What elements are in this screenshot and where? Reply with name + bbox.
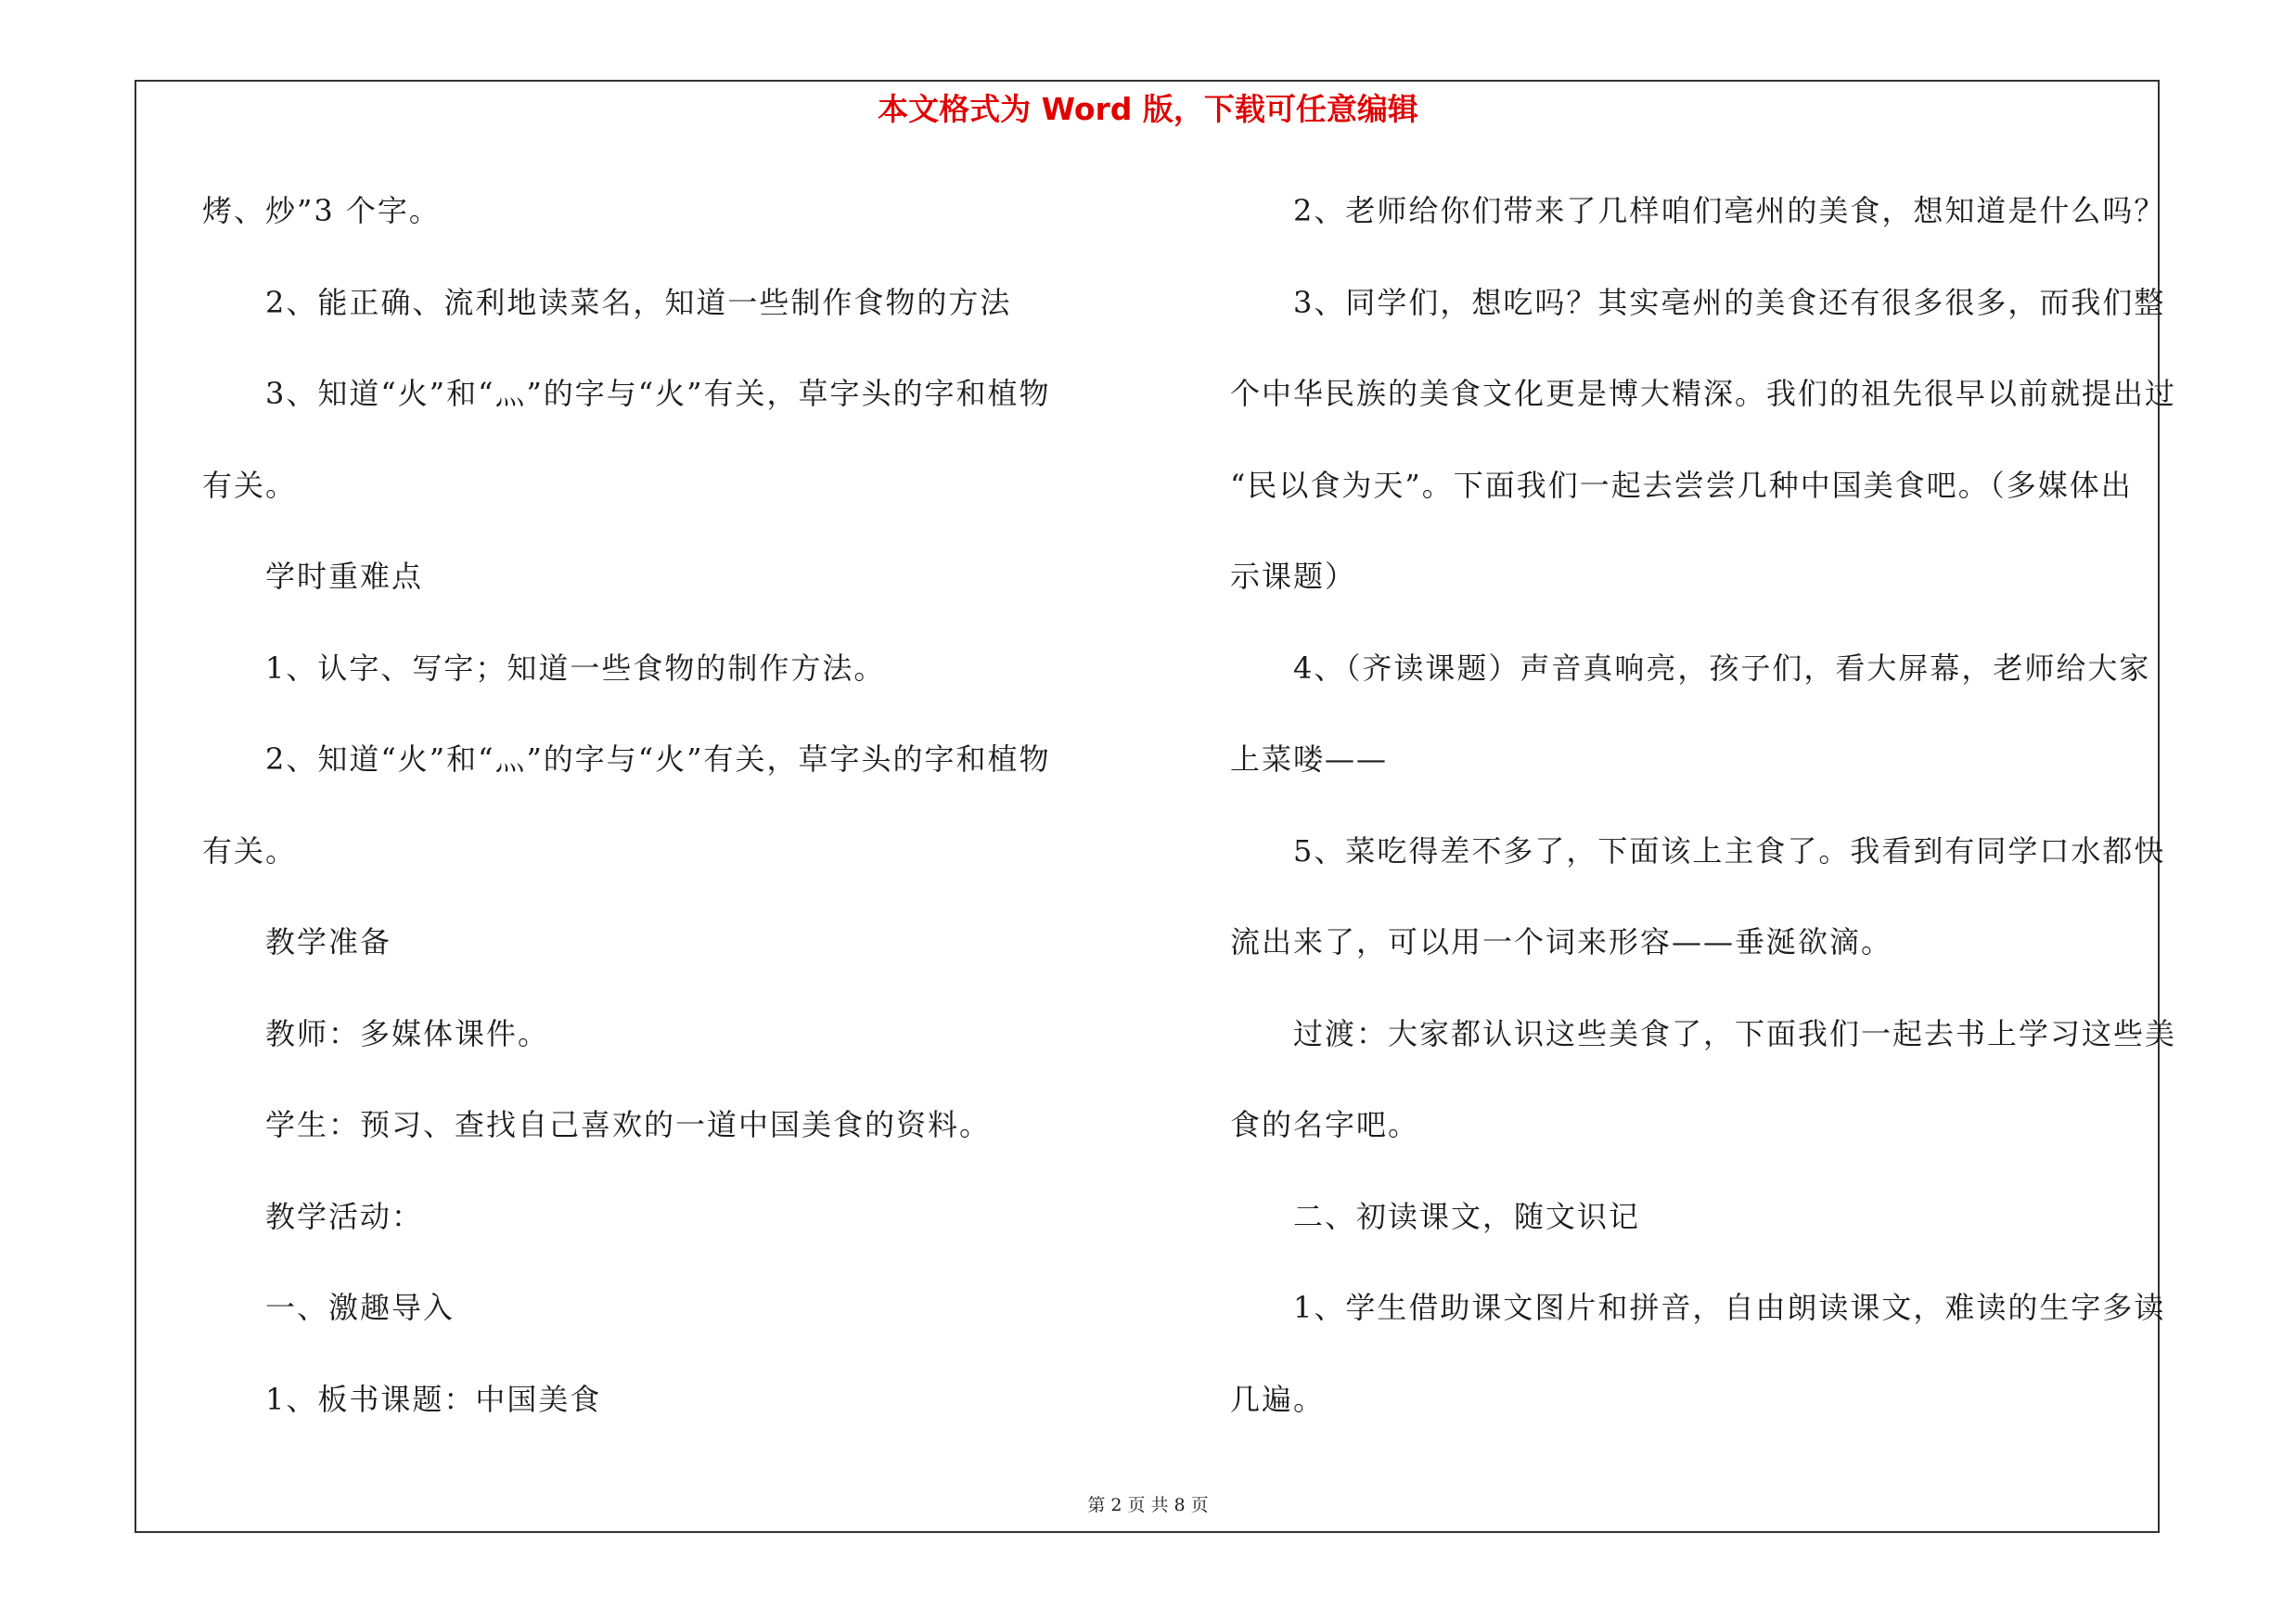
header-banner: 本文格式为 Word 版，下载可任意编辑 xyxy=(878,91,1418,127)
text-line: 学时重难点 xyxy=(265,559,424,594)
text-line: 1、板书课题：中国美食 xyxy=(265,1381,602,1417)
text-line: “民以食为天”。下面我们一起去尝尝几种中国美食吧。（多媒体出 xyxy=(1230,467,2133,503)
text-line: 教学准备 xyxy=(265,924,392,960)
text-line: 2、老师给你们带来了几样咱们亳州的美食，想知道是什么吗？ xyxy=(1293,193,2166,228)
text-line: 1、认字、写字；知道一些食物的制作方法。 xyxy=(265,650,886,686)
page-number-footer: 第 2 页 共 8 页 xyxy=(1087,1495,1209,1515)
text-line: 教学活动： xyxy=(265,1198,424,1234)
text-line: 4、（齐读课题）声音真响亮，孩子们，看大屏幕，老师给大家 xyxy=(1293,650,2151,686)
text-line: 示课题） xyxy=(1230,559,1357,594)
right-column xyxy=(1230,183,2177,1462)
text-line: 有关。 xyxy=(202,467,298,503)
text-line: 几遍。 xyxy=(1230,1381,1326,1417)
text-line: 1、学生借助课文图片和拼音，自由朗读课文，难读的生字多读 xyxy=(1293,1290,2166,1325)
text-line: 流出来了，可以用一个词来形容——垂涎欲滴。 xyxy=(1230,924,1893,960)
text-line: 有关。 xyxy=(202,832,298,869)
text-line: 食的名字吧。 xyxy=(1230,1107,1420,1142)
text-line: 过渡：大家都认识这些美食了，下面我们一起去书上学习这些美 xyxy=(1293,1015,2177,1051)
text-line: 5、菜吃得差不多了，下面该上主食了。我看到有同学口水都快 xyxy=(1293,832,2166,869)
text-line: 教师：多媒体课件。 xyxy=(265,1015,550,1051)
text-line: 3、同学们，想吃吗？其实亳州的美食还有很多很多，而我们整 xyxy=(1293,284,2166,320)
text-line: 二、初读课文，随文识记 xyxy=(1293,1198,1641,1234)
text-line: 个中华民族的美食文化更是博大精深。我们的祖先很早以前就提出过 xyxy=(1230,376,2177,411)
left-column xyxy=(202,183,1121,1462)
text-line: 2、知道“火”和“灬”的字与“火”有关，草字头的字和植物 xyxy=(265,741,1051,777)
text-line: 一、激趣导入 xyxy=(265,1290,455,1325)
text-line: 学生：预习、查找自己喜欢的一道中国美食的资料。 xyxy=(265,1107,992,1142)
text-line: 2、能正确、流利地读菜名，知道一些制作食物的方法 xyxy=(265,284,1012,320)
text-line: 烤、炒”3 个字。 xyxy=(202,193,441,228)
text-line: 上菜喽—— xyxy=(1230,741,1389,777)
text-line: 3、知道“火”和“灬”的字与“火”有关，草字头的字和植物 xyxy=(265,376,1051,411)
